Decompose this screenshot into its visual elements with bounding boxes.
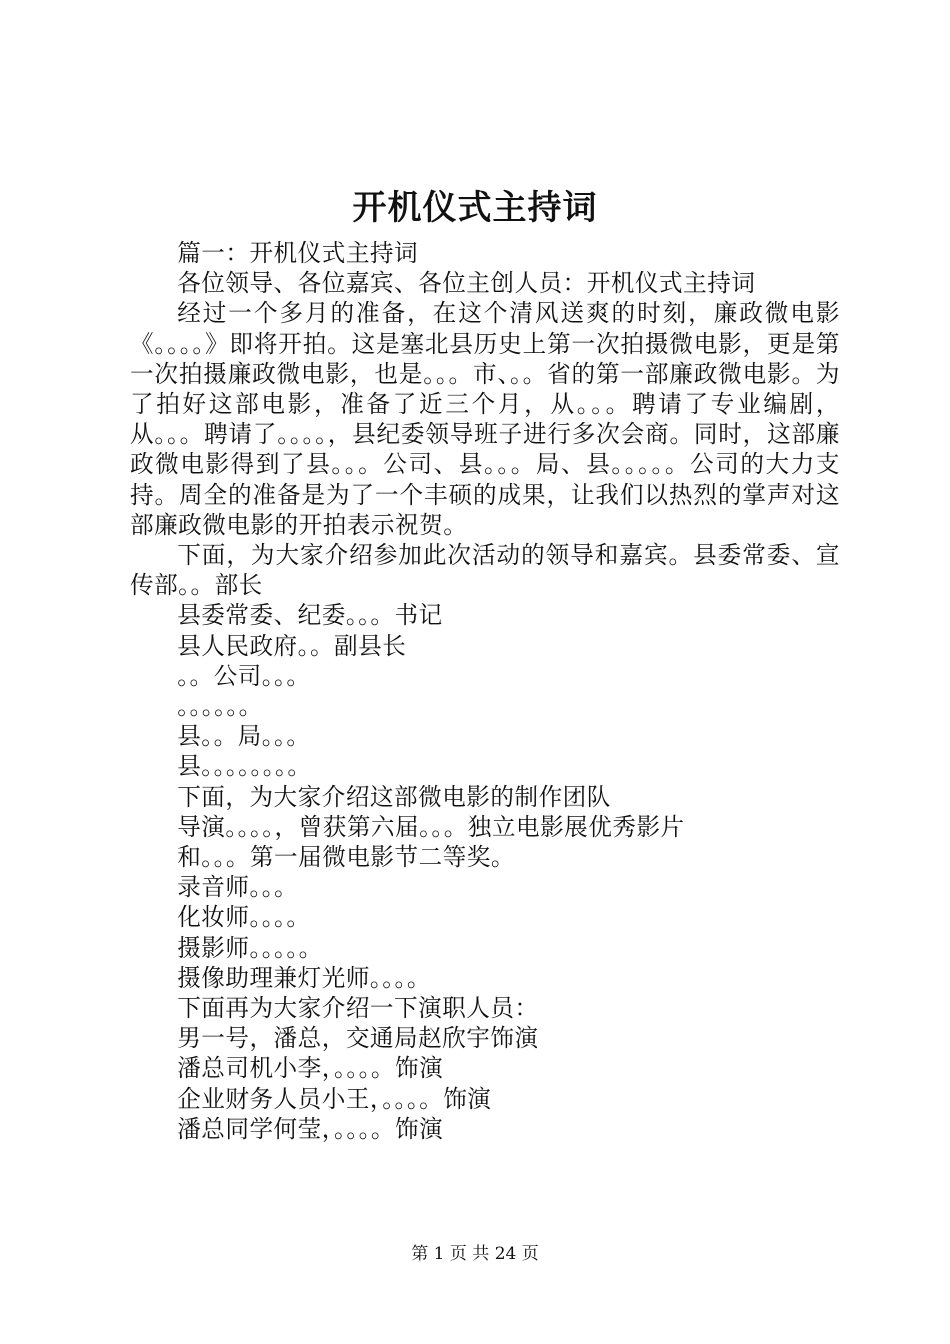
line-item: 男一号，潘总，交通局赵欣宇饰演: [177, 1024, 539, 1053]
paragraph-heading: 篇一：开机仪式主持词: [177, 239, 419, 267]
line-item: 县人民政府。。副县长: [177, 631, 407, 660]
line-item: 。。。。。。: [177, 692, 263, 721]
document-title: 开机仪式主持词: [352, 188, 598, 228]
line-item: 化妆师。。。。: [177, 903, 311, 932]
line-item: 下面再为大家介绍一下演职人员：: [177, 994, 539, 1023]
line-item: 摄影师。。。。。: [177, 933, 323, 962]
line-item: 企业财务人员小王，。。。。饰演: [177, 1084, 492, 1113]
line-item: 。。公司。。。: [177, 661, 311, 690]
line-item: 潘总司机小李，。。。。饰演: [177, 1054, 444, 1083]
page-indicator: 第 1 页 共 24 页: [411, 1244, 539, 1264]
line-item: 县委常委、纪委。。。书记: [177, 601, 443, 630]
line-item: 县。。。。。。。。: [177, 752, 312, 781]
document-body: [130, 238, 840, 1144]
line-item: 录音师。。。: [177, 873, 299, 902]
paragraph-greeting: 各位领导、各位嘉宾、各位主创人员：开机仪式主持词: [177, 269, 756, 298]
paragraph-intro: 经过一个多月的准备，在这个清风送爽的时刻，廉政微电影《。。。。》即将开拍。这是塞北县历史上第一次拍摄微电影，更是第一次拍摄廉政微电影，也是。。。市、。。省的第一部廉政微电影。为了拍好这部电影，准备了近三个月，从。。。聘请了专业编剧，从。。。聘请了。。。。，县纪委领导班子进行多次会商。同时，这部廉政微电影得到了县。。。公司、县。。。局、县。。。。。公司的大力支持。周全的准备是为了一个丰硕的成果，让我们以热烈的掌声对这部廉政微电影的开拍表示祝贺。: [130, 299, 840, 539]
line-item: 导演。。。。，曾获第六届。。。独立电影展优秀影片: [177, 812, 685, 841]
line-item: 和。。。第一届微电影节二等奖。: [177, 843, 515, 872]
line-item: 潘总同学何莹，。。。。饰演: [177, 1114, 444, 1143]
line-item: 县。。局。。。: [177, 722, 311, 751]
line-item: 摄像助理兼灯光师。。。。: [177, 963, 431, 992]
paragraph-guests: 下面，为大家介绍参加此次活动的领导和嘉宾。县委常委、宣传部。。部长: [130, 541, 840, 600]
line-item: 下面，为大家介绍这部微电影的制作团队: [177, 782, 611, 811]
